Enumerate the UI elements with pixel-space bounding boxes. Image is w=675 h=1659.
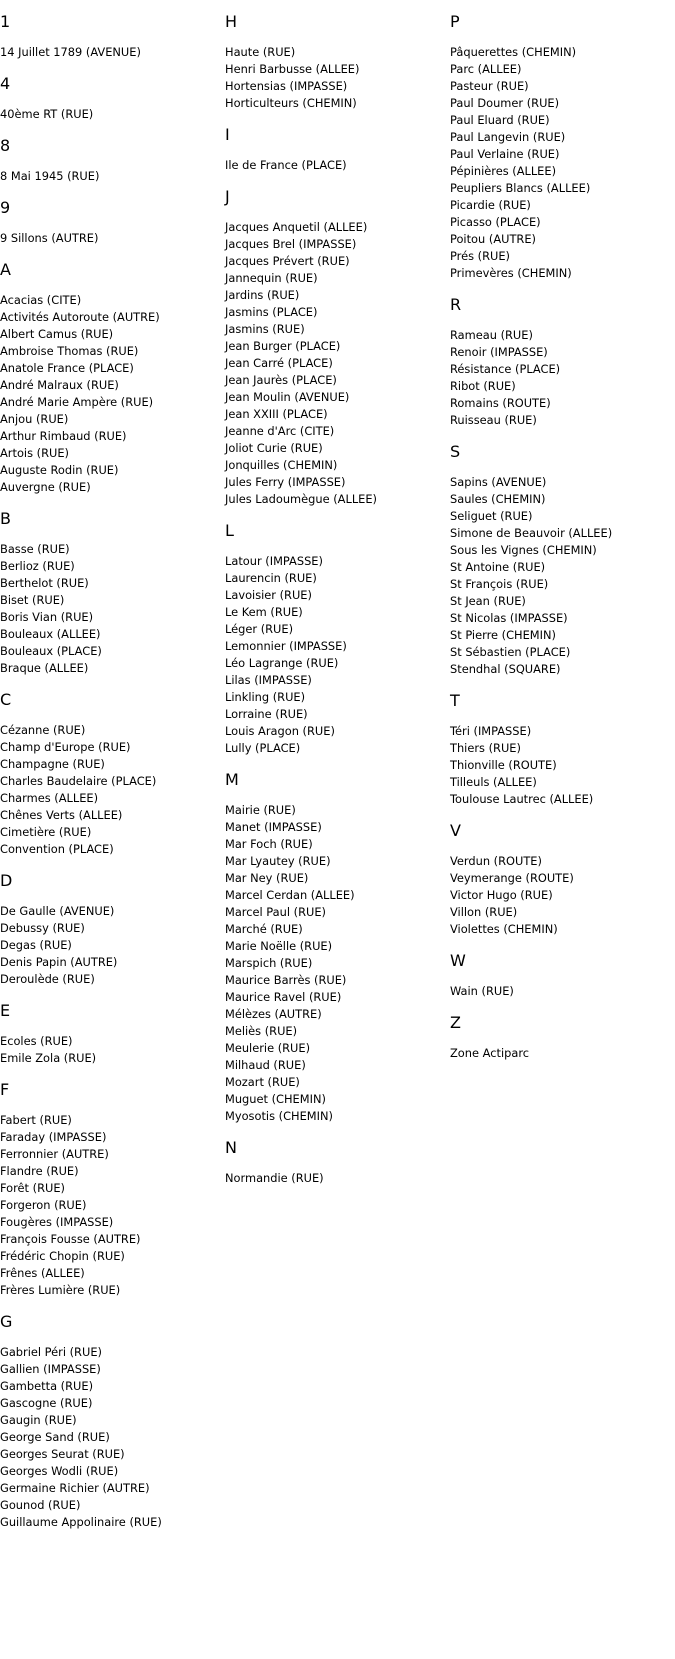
street-link[interactable]: Normandie (RUE) <box>225 1171 324 1185</box>
street-link[interactable]: Biset (RUE) <box>0 593 65 607</box>
street-link[interactable]: Meliès (RUE) <box>225 1024 298 1038</box>
street-link[interactable]: Jardins (RUE) <box>225 288 300 302</box>
street-link[interactable]: Téri (IMPASSE) <box>450 724 532 738</box>
letter-heading: L <box>225 521 234 540</box>
street-link[interactable]: Jean Moulin (AVENUE) <box>225 390 350 404</box>
street-link[interactable]: Saules (CHEMIN) <box>450 492 546 506</box>
street-link[interactable]: Résistance (PLACE) <box>450 362 561 376</box>
street-link[interactable]: Romains (ROUTE) <box>450 396 551 410</box>
street-link[interactable]: Jean Burger (PLACE) <box>225 339 341 353</box>
letter-heading: Z <box>450 1013 461 1032</box>
letter-group <box>0 13 220 61</box>
street-link[interactable]: Tilleuls (ALLEE) <box>450 775 537 789</box>
street-link[interactable]: Jeanne d'Arc (CITE) <box>225 424 335 438</box>
street-link[interactable]: Lully (PLACE) <box>225 741 301 755</box>
street-link[interactable]: Mozart (RUE) <box>225 1075 300 1089</box>
street-link[interactable]: Manet (IMPASSE) <box>225 820 322 834</box>
street-link[interactable]: Artois (RUE) <box>0 446 69 460</box>
street-link[interactable]: Milhaud (RUE) <box>225 1058 306 1072</box>
street-link[interactable]: Jasmins (RUE) <box>225 322 305 336</box>
street-link[interactable]: Maurice Barrès (RUE) <box>225 973 347 987</box>
street-link[interactable]: Georges Seurat (RUE) <box>0 1447 125 1461</box>
street-link[interactable]: Picasso (PLACE) <box>450 215 541 229</box>
street-link[interactable]: Primevères (CHEMIN) <box>450 266 572 280</box>
street-link[interactable]: Bouleaux (PLACE) <box>0 644 102 658</box>
street-link[interactable]: Debussy (RUE) <box>0 921 85 935</box>
street-link[interactable]: Sous les Vignes (CHEMIN) <box>450 543 597 557</box>
street-link[interactable]: Jacques Anquetil (ALLEE) <box>225 220 368 234</box>
street-link[interactable]: Hortensias (IMPASSE) <box>225 79 348 93</box>
street-link[interactable]: Mar Ney (RUE) <box>225 871 309 885</box>
letter-group <box>0 261 220 496</box>
street-link[interactable]: Lemonnier (IMPASSE) <box>225 639 347 653</box>
street-link[interactable]: Gascogne (RUE) <box>0 1396 93 1410</box>
street-link[interactable]: St Pierre (CHEMIN) <box>450 628 556 642</box>
street-link[interactable]: Latour (IMPASSE) <box>225 554 323 568</box>
street-column <box>225 0 445 1201</box>
letter-group <box>450 952 675 1000</box>
street-link[interactable]: Louis Aragon (RUE) <box>225 724 335 738</box>
street-link[interactable]: Germaine Richier (AUTRE) <box>0 1481 150 1495</box>
street-link[interactable]: Rameau (RUE) <box>450 328 533 342</box>
street-link[interactable]: Auguste Rodin (RUE) <box>0 463 119 477</box>
street-link[interactable]: Horticulteurs (CHEMIN) <box>225 96 357 110</box>
street-link[interactable]: Meulerie (RUE) <box>225 1041 311 1055</box>
street-link[interactable]: Cézanne (RUE) <box>0 723 86 737</box>
street-link[interactable]: 40ème RT (RUE) <box>0 107 94 121</box>
street-link[interactable]: Frères Lumière (RUE) <box>0 1283 121 1297</box>
street-link[interactable]: Jacques Brel (IMPASSE) <box>225 237 357 251</box>
street-link[interactable]: Stendhal (SQUARE) <box>450 662 561 676</box>
street-link[interactable]: Jannequin (RUE) <box>225 271 318 285</box>
street-link[interactable]: Henri Barbusse (ALLEE) <box>225 62 360 76</box>
street-column <box>450 0 675 1076</box>
street-link[interactable]: Poitou (AUTRE) <box>450 232 536 246</box>
street-link[interactable]: Mairie (RUE) <box>225 803 296 817</box>
street-link[interactable]: Peupliers Blancs (ALLEE) <box>450 181 591 195</box>
letter-group <box>450 443 675 678</box>
street-link[interactable]: St François (RUE) <box>450 577 549 591</box>
street-link[interactable]: Maurice Ravel (RUE) <box>225 990 342 1004</box>
letter-group <box>225 522 445 757</box>
street-link[interactable]: Degas (RUE) <box>0 938 72 952</box>
letter-heading: 1 <box>0 12 11 31</box>
letter-heading: A <box>0 260 11 279</box>
street-link[interactable]: Georges Wodli (RUE) <box>0 1464 119 1478</box>
street-link[interactable]: Ruisseau (RUE) <box>450 413 537 427</box>
street-link[interactable]: De Gaulle (AVENUE) <box>0 904 115 918</box>
street-link[interactable]: Convention (PLACE) <box>0 842 114 856</box>
letter-group <box>0 1313 220 1531</box>
street-link[interactable]: Laurencin (RUE) <box>225 571 317 585</box>
letter-heading: B <box>0 509 11 528</box>
street-link[interactable]: Renoir (IMPASSE) <box>450 345 548 359</box>
letter-heading: 4 <box>0 74 11 93</box>
street-link[interactable]: Gabriel Péri (RUE) <box>0 1345 102 1359</box>
street-link[interactable]: Gaugin (RUE) <box>0 1413 77 1427</box>
letter-heading: V <box>450 821 461 840</box>
letter-heading: P <box>450 12 460 31</box>
street-link[interactable]: Jasmins (PLACE) <box>225 305 318 319</box>
street-link[interactable]: Chênes Verts (ALLEE) <box>0 808 123 822</box>
street-link[interactable]: Faraday (IMPASSE) <box>0 1130 107 1144</box>
street-link[interactable]: Mar Lyautey (RUE) <box>225 854 331 868</box>
street-link[interactable]: Zone Actiparc <box>450 1046 530 1060</box>
street-link[interactable]: St Sébastien (PLACE) <box>450 645 571 659</box>
street-link[interactable]: Denis Papin (AUTRE) <box>0 955 118 969</box>
letter-heading: M <box>225 770 239 789</box>
letter-group <box>225 13 445 112</box>
street-link[interactable]: St Nicolas (IMPASSE) <box>450 611 568 625</box>
street-link[interactable]: Mar Foch (RUE) <box>225 837 313 851</box>
street-link[interactable]: Villon (RUE) <box>450 905 518 919</box>
street-link[interactable]: Marspich (RUE) <box>225 956 313 970</box>
street-link[interactable]: Veymerange (ROUTE) <box>450 871 574 885</box>
letter-group <box>0 872 220 988</box>
street-link[interactable]: Toulouse Lautrec (ALLEE) <box>450 792 594 806</box>
street-link[interactable]: St Antoine (RUE) <box>450 560 546 574</box>
street-link[interactable]: François Fousse (AUTRE) <box>0 1232 141 1246</box>
street-link[interactable]: Ile de France (PLACE) <box>225 158 347 172</box>
street-link[interactable]: Paul Langevin (RUE) <box>450 130 566 144</box>
street-link[interactable]: Marché (RUE) <box>225 922 303 936</box>
street-link[interactable]: Linkling (RUE) <box>225 690 306 704</box>
street-link[interactable]: Myosotis (CHEMIN) <box>225 1109 333 1123</box>
street-link[interactable]: Gambetta (RUE) <box>0 1379 94 1393</box>
street-link[interactable]: Jean Jaurès (PLACE) <box>225 373 337 387</box>
street-link[interactable]: Braque (ALLEE) <box>0 661 89 675</box>
street-link[interactable]: Boris Vian (RUE) <box>0 610 94 624</box>
street-link[interactable]: Albert Camus (RUE) <box>0 327 114 341</box>
street-link[interactable]: Marcel Paul (RUE) <box>225 905 326 919</box>
street-link[interactable]: Pépinières (ALLEE) <box>450 164 557 178</box>
street-link[interactable]: Activités Autoroute (AUTRE) <box>0 310 160 324</box>
street-link[interactable]: Gallien (IMPASSE) <box>0 1362 101 1376</box>
street-link[interactable]: André Marie Ampère (RUE) <box>0 395 154 409</box>
street-link[interactable]: Basse (RUE) <box>0 542 70 556</box>
street-link[interactable]: Bouleaux (ALLEE) <box>0 627 101 641</box>
street-link[interactable]: Thionville (ROUTE) <box>450 758 557 772</box>
street-link[interactable]: Acacias (CITE) <box>0 293 82 307</box>
street-link[interactable]: Pâquerettes (CHEMIN) <box>450 45 577 59</box>
street-link[interactable]: Picardie (RUE) <box>450 198 531 212</box>
street-link[interactable]: Muguet (CHEMIN) <box>225 1092 326 1106</box>
street-link[interactable]: Jonquilles (CHEMIN) <box>225 458 338 472</box>
letter-group <box>225 188 445 508</box>
street-link[interactable]: Haute (RUE) <box>225 45 296 59</box>
street-link[interactable]: Marcel Cerdan (ALLEE) <box>225 888 355 902</box>
letter-heading: T <box>450 691 460 710</box>
letter-group <box>0 691 220 858</box>
street-link[interactable]: André Malraux (RUE) <box>0 378 119 392</box>
street-link[interactable]: 9 Sillons (AUTRE) <box>0 231 99 245</box>
letter-heading: C <box>0 690 12 709</box>
street-link[interactable]: Frédéric Chopin (RUE) <box>0 1249 125 1263</box>
street-link[interactable]: Violettes (CHEMIN) <box>450 922 558 936</box>
street-link[interactable]: Paul Doumer (RUE) <box>450 96 560 110</box>
street-link[interactable]: Anatole France (PLACE) <box>0 361 134 375</box>
letter-heading: H <box>225 12 238 31</box>
letter-group <box>225 771 445 1125</box>
street-link[interactable]: Sapins (AVENUE) <box>450 475 547 489</box>
letter-heading: R <box>450 295 462 314</box>
letter-group <box>450 296 675 429</box>
street-link[interactable]: Wain (RUE) <box>450 984 514 998</box>
letter-group <box>0 137 220 185</box>
street-link[interactable]: St Jean (RUE) <box>450 594 526 608</box>
street-link[interactable]: Forgeron (RUE) <box>0 1198 87 1212</box>
letter-heading: 9 <box>0 198 11 217</box>
letter-group <box>0 510 220 677</box>
street-link[interactable]: Champ d'Europe (RUE) <box>0 740 131 754</box>
street-link[interactable]: Jacques Prévert (RUE) <box>225 254 350 268</box>
street-link[interactable]: Le Kem (RUE) <box>225 605 303 619</box>
street-link[interactable]: George Sand (RUE) <box>0 1430 110 1444</box>
street-link[interactable]: Emile Zola (RUE) <box>0 1051 97 1065</box>
letter-group <box>0 1081 220 1299</box>
street-link[interactable]: Léger (RUE) <box>225 622 294 636</box>
street-link[interactable]: Jules Ferry (IMPASSE) <box>225 475 346 489</box>
street-link[interactable]: Victor Hugo (RUE) <box>450 888 553 902</box>
street-link[interactable]: Cimetière (RUE) <box>0 825 92 839</box>
street-link[interactable]: Marie Noëlle (RUE) <box>225 939 333 953</box>
street-link[interactable]: Berlioz (RUE) <box>0 559 75 573</box>
street-link[interactable]: Paul Eluard (RUE) <box>450 113 550 127</box>
street-link[interactable]: Charles Baudelaire (PLACE) <box>0 774 157 788</box>
street-link[interactable]: Anjou (RUE) <box>0 412 69 426</box>
street-link[interactable]: Ferronnier (AUTRE) <box>0 1147 109 1161</box>
street-link[interactable]: Jean Carré (PLACE) <box>225 356 333 370</box>
street-link[interactable]: Berthelot (RUE) <box>0 576 89 590</box>
street-column <box>0 0 220 1545</box>
street-link[interactable]: Ribot (RUE) <box>450 379 516 393</box>
street-link[interactable]: Forêt (RUE) <box>0 1181 65 1195</box>
letter-group <box>0 75 220 123</box>
letter-heading: E <box>0 1001 11 1020</box>
letter-heading: J <box>225 187 230 206</box>
street-link[interactable]: Jules Ladoumègue (ALLEE) <box>225 492 377 506</box>
street-link[interactable]: Deroulède (RUE) <box>0 972 95 986</box>
letter-heading: D <box>0 871 13 890</box>
street-link[interactable]: Champagne (RUE) <box>0 757 105 771</box>
letter-group <box>225 1139 445 1187</box>
street-link[interactable]: Jean XXIII (PLACE) <box>225 407 328 421</box>
street-link[interactable]: Prés (RUE) <box>450 249 511 263</box>
letter-group <box>450 1014 675 1062</box>
street-link[interactable]: Lorraine (RUE) <box>225 707 308 721</box>
street-link[interactable]: Fougères (IMPASSE) <box>0 1215 114 1229</box>
letter-group <box>0 199 220 247</box>
street-link[interactable]: Parc (ALLEE) <box>450 62 522 76</box>
street-link[interactable]: Lilas (IMPASSE) <box>225 673 312 687</box>
street-link[interactable]: Fabert (RUE) <box>0 1113 72 1127</box>
street-link[interactable]: Frênes (ALLEE) <box>0 1266 85 1280</box>
street-link[interactable]: Simone de Beauvoir (ALLEE) <box>450 526 613 540</box>
street-link[interactable]: Flandre (RUE) <box>0 1164 79 1178</box>
letter-heading: 8 <box>0 136 11 155</box>
street-link[interactable]: Auvergne (RUE) <box>0 480 91 494</box>
street-link[interactable]: Paul Verlaine (RUE) <box>450 147 560 161</box>
street-link[interactable]: Joliot Curie (RUE) <box>225 441 323 455</box>
letter-heading: N <box>225 1138 237 1157</box>
street-link[interactable]: Seliguet (RUE) <box>450 509 533 523</box>
street-link[interactable]: Ambroise Thomas (RUE) <box>0 344 139 358</box>
street-link[interactable]: Léo Lagrange (RUE) <box>225 656 339 670</box>
letter-heading: F <box>0 1080 10 1099</box>
letter-heading: I <box>225 125 230 144</box>
street-link[interactable]: Mélèzes (AUTRE) <box>225 1007 322 1021</box>
letter-group <box>450 13 675 282</box>
street-link[interactable]: Lavoisier (RUE) <box>225 588 312 602</box>
street-link[interactable]: 8 Mai 1945 (RUE) <box>0 169 100 183</box>
letter-heading: S <box>450 442 461 461</box>
street-link[interactable]: Pasteur (RUE) <box>450 79 529 93</box>
street-link[interactable]: Guillaume Appolinaire (RUE) <box>0 1515 162 1529</box>
street-link[interactable]: 14 Juillet 1789 (AVENUE) <box>0 45 141 59</box>
letter-heading: G <box>0 1312 13 1331</box>
letter-group <box>0 1002 220 1067</box>
street-link[interactable]: Gounod (RUE) <box>0 1498 81 1512</box>
street-link[interactable]: Charmes (ALLEE) <box>0 791 99 805</box>
letter-heading: W <box>450 951 466 970</box>
letter-group <box>450 822 675 938</box>
letter-group <box>225 126 445 174</box>
street-link[interactable]: Ecoles (RUE) <box>0 1034 73 1048</box>
letter-group <box>450 692 675 808</box>
street-link[interactable]: Verdun (ROUTE) <box>450 854 542 868</box>
street-link[interactable]: Thiers (RUE) <box>450 741 521 755</box>
street-link[interactable]: Arthur Rimbaud (RUE) <box>0 429 127 443</box>
